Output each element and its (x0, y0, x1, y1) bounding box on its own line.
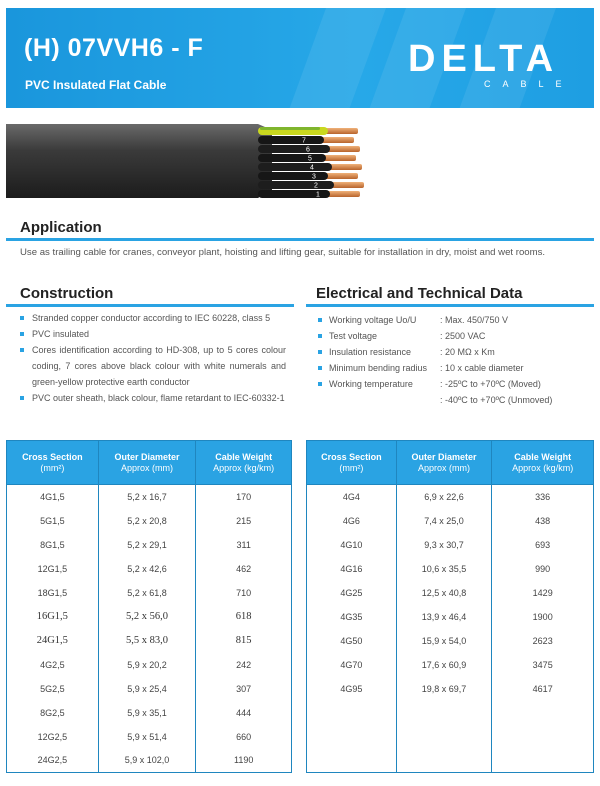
cell-cross-section: 8G1,5 (7, 533, 99, 557)
cell-cable-weight: 660 (196, 725, 292, 749)
cell-cable-weight: 215 (196, 509, 292, 533)
cell-cable-weight (492, 725, 594, 749)
electrical-value: : -40ºC to +70ºC (Unmoved) (440, 395, 553, 405)
table-row (307, 749, 594, 773)
cell-outer-diameter: 5,2 x 16,7 (98, 485, 196, 509)
core (258, 154, 326, 162)
cable-sheath (6, 124, 272, 198)
core-number: 2 (314, 182, 318, 190)
construction-item: PVC insulated (18, 326, 286, 342)
electrical-label: Test voltage (329, 331, 378, 341)
electrical-value: : 2500 VAC (440, 331, 486, 341)
banner-decoration (282, 8, 389, 108)
cell-outer-diameter: 13,9 x 46,4 (396, 605, 492, 629)
header-banner (6, 8, 594, 108)
cell-cross-section (307, 725, 397, 749)
electrical-item (316, 312, 586, 328)
cell-cross-section: 12G1,5 (7, 557, 99, 581)
application-rule (6, 238, 594, 241)
table-row (7, 533, 292, 557)
electrical-list (316, 312, 586, 408)
header-outer-diameter: Outer Diameter Approx (mm) (396, 441, 492, 485)
cell-cable-weight: 4617 (492, 677, 594, 701)
cell-outer-diameter: 5,5 x 83,0 (98, 629, 196, 653)
table-row (7, 749, 292, 773)
electrical-label: Working temperature (329, 379, 413, 389)
logo-subword: CABLE (484, 79, 574, 89)
table-header-row (307, 441, 594, 485)
construction-list (18, 310, 286, 406)
core-number: 4 (310, 164, 314, 172)
cell-outer-diameter: 17,6 x 60,9 (396, 653, 492, 677)
core (258, 172, 328, 180)
cell-outer-diameter: 9,3 x 30,7 (396, 533, 492, 557)
cell-cross-section: 12G2,5 (7, 725, 99, 749)
cell-outer-diameter: 12,5 x 40,8 (396, 581, 492, 605)
electrical-heading: Electrical and Technical Data (316, 285, 523, 302)
cell-cross-section (307, 701, 397, 725)
core (258, 145, 330, 153)
cell-outer-diameter: 7,4 x 25,0 (396, 509, 492, 533)
cell-cross-section: 8G2,5 (7, 701, 99, 725)
cell-outer-diameter: 5,2 x 56,0 (98, 605, 196, 629)
core-number: 7 (302, 137, 306, 145)
cell-outer-diameter: 10,6 x 35,5 (396, 557, 492, 581)
earth-core-stripe (260, 127, 320, 130)
table-row (7, 701, 292, 725)
cable-spec-table-left (6, 440, 292, 773)
bullet (318, 318, 322, 322)
table-row (307, 485, 594, 509)
table-row (7, 581, 292, 605)
table-header-row (7, 441, 292, 485)
cell-cross-section: 5G2,5 (7, 677, 99, 701)
electrical-value: : 10 x cable diameter (440, 363, 524, 373)
table-row (7, 557, 292, 581)
cell-cable-weight: 311 (196, 533, 292, 557)
flat-cable-illustration (6, 118, 366, 206)
construction-item: Stranded copper conductor according to IEC 60228, class 5 (18, 310, 286, 326)
cell-cross-section: 4G6 (307, 509, 397, 533)
bullet (318, 350, 322, 354)
cell-cable-weight: 242 (196, 653, 292, 677)
cell-cross-section: 4G35 (307, 605, 397, 629)
table-row (307, 701, 594, 725)
table-row (307, 677, 594, 701)
cell-cross-section: 4G2,5 (7, 653, 99, 677)
construction-heading: Construction (20, 285, 114, 302)
product-subtitle: PVC Insulated Flat Cable (25, 78, 167, 92)
cell-cross-section: 18G1,5 (7, 581, 99, 605)
core (258, 163, 332, 171)
cell-cable-weight: 2623 (492, 629, 594, 653)
cell-cable-weight: 1900 (492, 605, 594, 629)
cell-cable-weight: 693 (492, 533, 594, 557)
cell-outer-diameter: 5,9 x 25,4 (98, 677, 196, 701)
core (258, 136, 324, 144)
cell-outer-diameter: 5,2 x 20,8 (98, 509, 196, 533)
cell-cable-weight: 815 (196, 629, 292, 653)
core-number: 5 (308, 155, 312, 163)
cell-cable-weight: 462 (196, 557, 292, 581)
construction-item: PVC outer sheath, black colour, flame retardant to IEC-60332-1 (18, 390, 286, 406)
cell-outer-diameter: 5,9 x 51,4 (98, 725, 196, 749)
cell-cross-section: 5G1,5 (7, 509, 99, 533)
table-row (7, 725, 292, 749)
cell-outer-diameter: 5,2 x 42,6 (98, 557, 196, 581)
cell-cross-section: 4G4 (307, 485, 397, 509)
cell-cross-section: 24G1,5 (7, 629, 99, 653)
cell-cross-section: 16G1,5 (7, 605, 99, 629)
cell-outer-diameter: 5,9 x 102,0 (98, 749, 196, 773)
cell-cable-weight (492, 701, 594, 725)
cell-outer-diameter: 19,8 x 69,7 (396, 677, 492, 701)
cell-outer-diameter: 15,9 x 54,0 (396, 629, 492, 653)
cell-cable-weight: 307 (196, 677, 292, 701)
cell-outer-diameter (396, 725, 492, 749)
cell-cable-weight: 618 (196, 605, 292, 629)
table-row (7, 629, 292, 653)
table-row (7, 509, 292, 533)
table-row (307, 533, 594, 557)
application-text: Use as trailing cable for cranes, conveyor plant, hoisting and lifting gear, suitable for installation in dry, moist and wet rooms. (20, 247, 546, 258)
electrical-item (316, 344, 586, 360)
electrical-item (316, 360, 586, 376)
cell-outer-diameter: 5,9 x 20,2 (98, 653, 196, 677)
cell-cable-weight (492, 749, 594, 773)
conductor-tip (330, 182, 364, 188)
cell-cable-weight: 710 (196, 581, 292, 605)
cell-outer-diameter: 6,9 x 22,6 (396, 485, 492, 509)
header-cross-section: Cross Section (mm²) (307, 441, 397, 485)
cell-outer-diameter: 5,2 x 61,8 (98, 581, 196, 605)
core-number: 1 (316, 191, 320, 199)
cell-cable-weight: 3475 (492, 653, 594, 677)
table-row (307, 557, 594, 581)
cell-cross-section (307, 749, 397, 773)
cell-cross-section: 4G95 (307, 677, 397, 701)
core-number: 6 (306, 146, 310, 154)
conductor-tip (320, 137, 354, 143)
cell-cross-section: 4G25 (307, 581, 397, 605)
electrical-item (316, 328, 586, 344)
cell-cross-section: 4G70 (307, 653, 397, 677)
conductor-tip (324, 173, 358, 179)
electrical-label: Working voltage Uo/U (329, 315, 417, 325)
cell-cable-weight: 444 (196, 701, 292, 725)
table-row (307, 581, 594, 605)
cell-cable-weight: 1429 (492, 581, 594, 605)
electrical-value: : Max. 450/750 V (440, 315, 509, 325)
table-row (7, 677, 292, 701)
conductor-tip (326, 146, 360, 152)
cell-cross-section: 4G16 (307, 557, 397, 581)
cell-cross-section: 24G2,5 (7, 749, 99, 773)
bullet (318, 382, 322, 386)
cell-cross-section: 4G50 (307, 629, 397, 653)
cell-outer-diameter: 5,2 x 29,1 (98, 533, 196, 557)
application-heading: Application (20, 219, 102, 236)
cell-cable-weight: 170 (196, 485, 292, 509)
electrical-label: Insulation resistance (329, 347, 412, 357)
cell-cable-weight: 990 (492, 557, 594, 581)
cell-outer-diameter (396, 749, 492, 773)
conductor-tip (328, 164, 362, 170)
electrical-rule (306, 304, 594, 307)
table-row (307, 653, 594, 677)
conductor-tip (326, 191, 360, 197)
conductor-tip (322, 155, 356, 161)
table-row (7, 653, 292, 677)
cable-spec-table-right (306, 440, 594, 773)
core (258, 181, 334, 189)
product-title: (H) 07VVH6 - F (24, 34, 204, 62)
logo-wordmark: DELTA (408, 38, 560, 80)
table-row (307, 725, 594, 749)
table-row (307, 605, 594, 629)
construction-item: Cores identification according to HD-308, up to 5 cores colour coding, 7 cores above black colour with white numerals and green-yellow protective earth conductor (18, 342, 286, 390)
electrical-item (316, 392, 586, 408)
header-cross-section: Cross Section (mm²) (7, 441, 99, 485)
conductor-tip (324, 128, 358, 134)
electrical-value: : 20 MΩ x Km (440, 347, 495, 357)
cell-cable-weight: 438 (492, 509, 594, 533)
cell-cross-section: 4G10 (307, 533, 397, 557)
header-outer-diameter: Outer Diameter Approx (mm) (98, 441, 196, 485)
cell-cable-weight: 336 (492, 485, 594, 509)
table-row (307, 629, 594, 653)
bullet (318, 334, 322, 338)
electrical-item (316, 376, 586, 392)
electrical-value: : -25ºC to +70ºC (Moved) (440, 379, 541, 389)
table-row (307, 509, 594, 533)
header-cable-weight: Cable Weight Approx (kg/km) (492, 441, 594, 485)
electrical-label: Minimum bending radius (329, 363, 428, 373)
table-row (7, 485, 292, 509)
construction-rule (6, 304, 294, 307)
bullet (318, 366, 322, 370)
core-number: 3 (312, 173, 316, 181)
table-row (7, 605, 292, 629)
header-cable-weight: Cable Weight Approx (kg/km) (196, 441, 292, 485)
cell-cross-section: 4G1,5 (7, 485, 99, 509)
delta-cable-logo (408, 38, 580, 90)
cell-outer-diameter (396, 701, 492, 725)
cell-cable-weight: 1190 (196, 749, 292, 773)
cell-outer-diameter: 5,9 x 35,1 (98, 701, 196, 725)
